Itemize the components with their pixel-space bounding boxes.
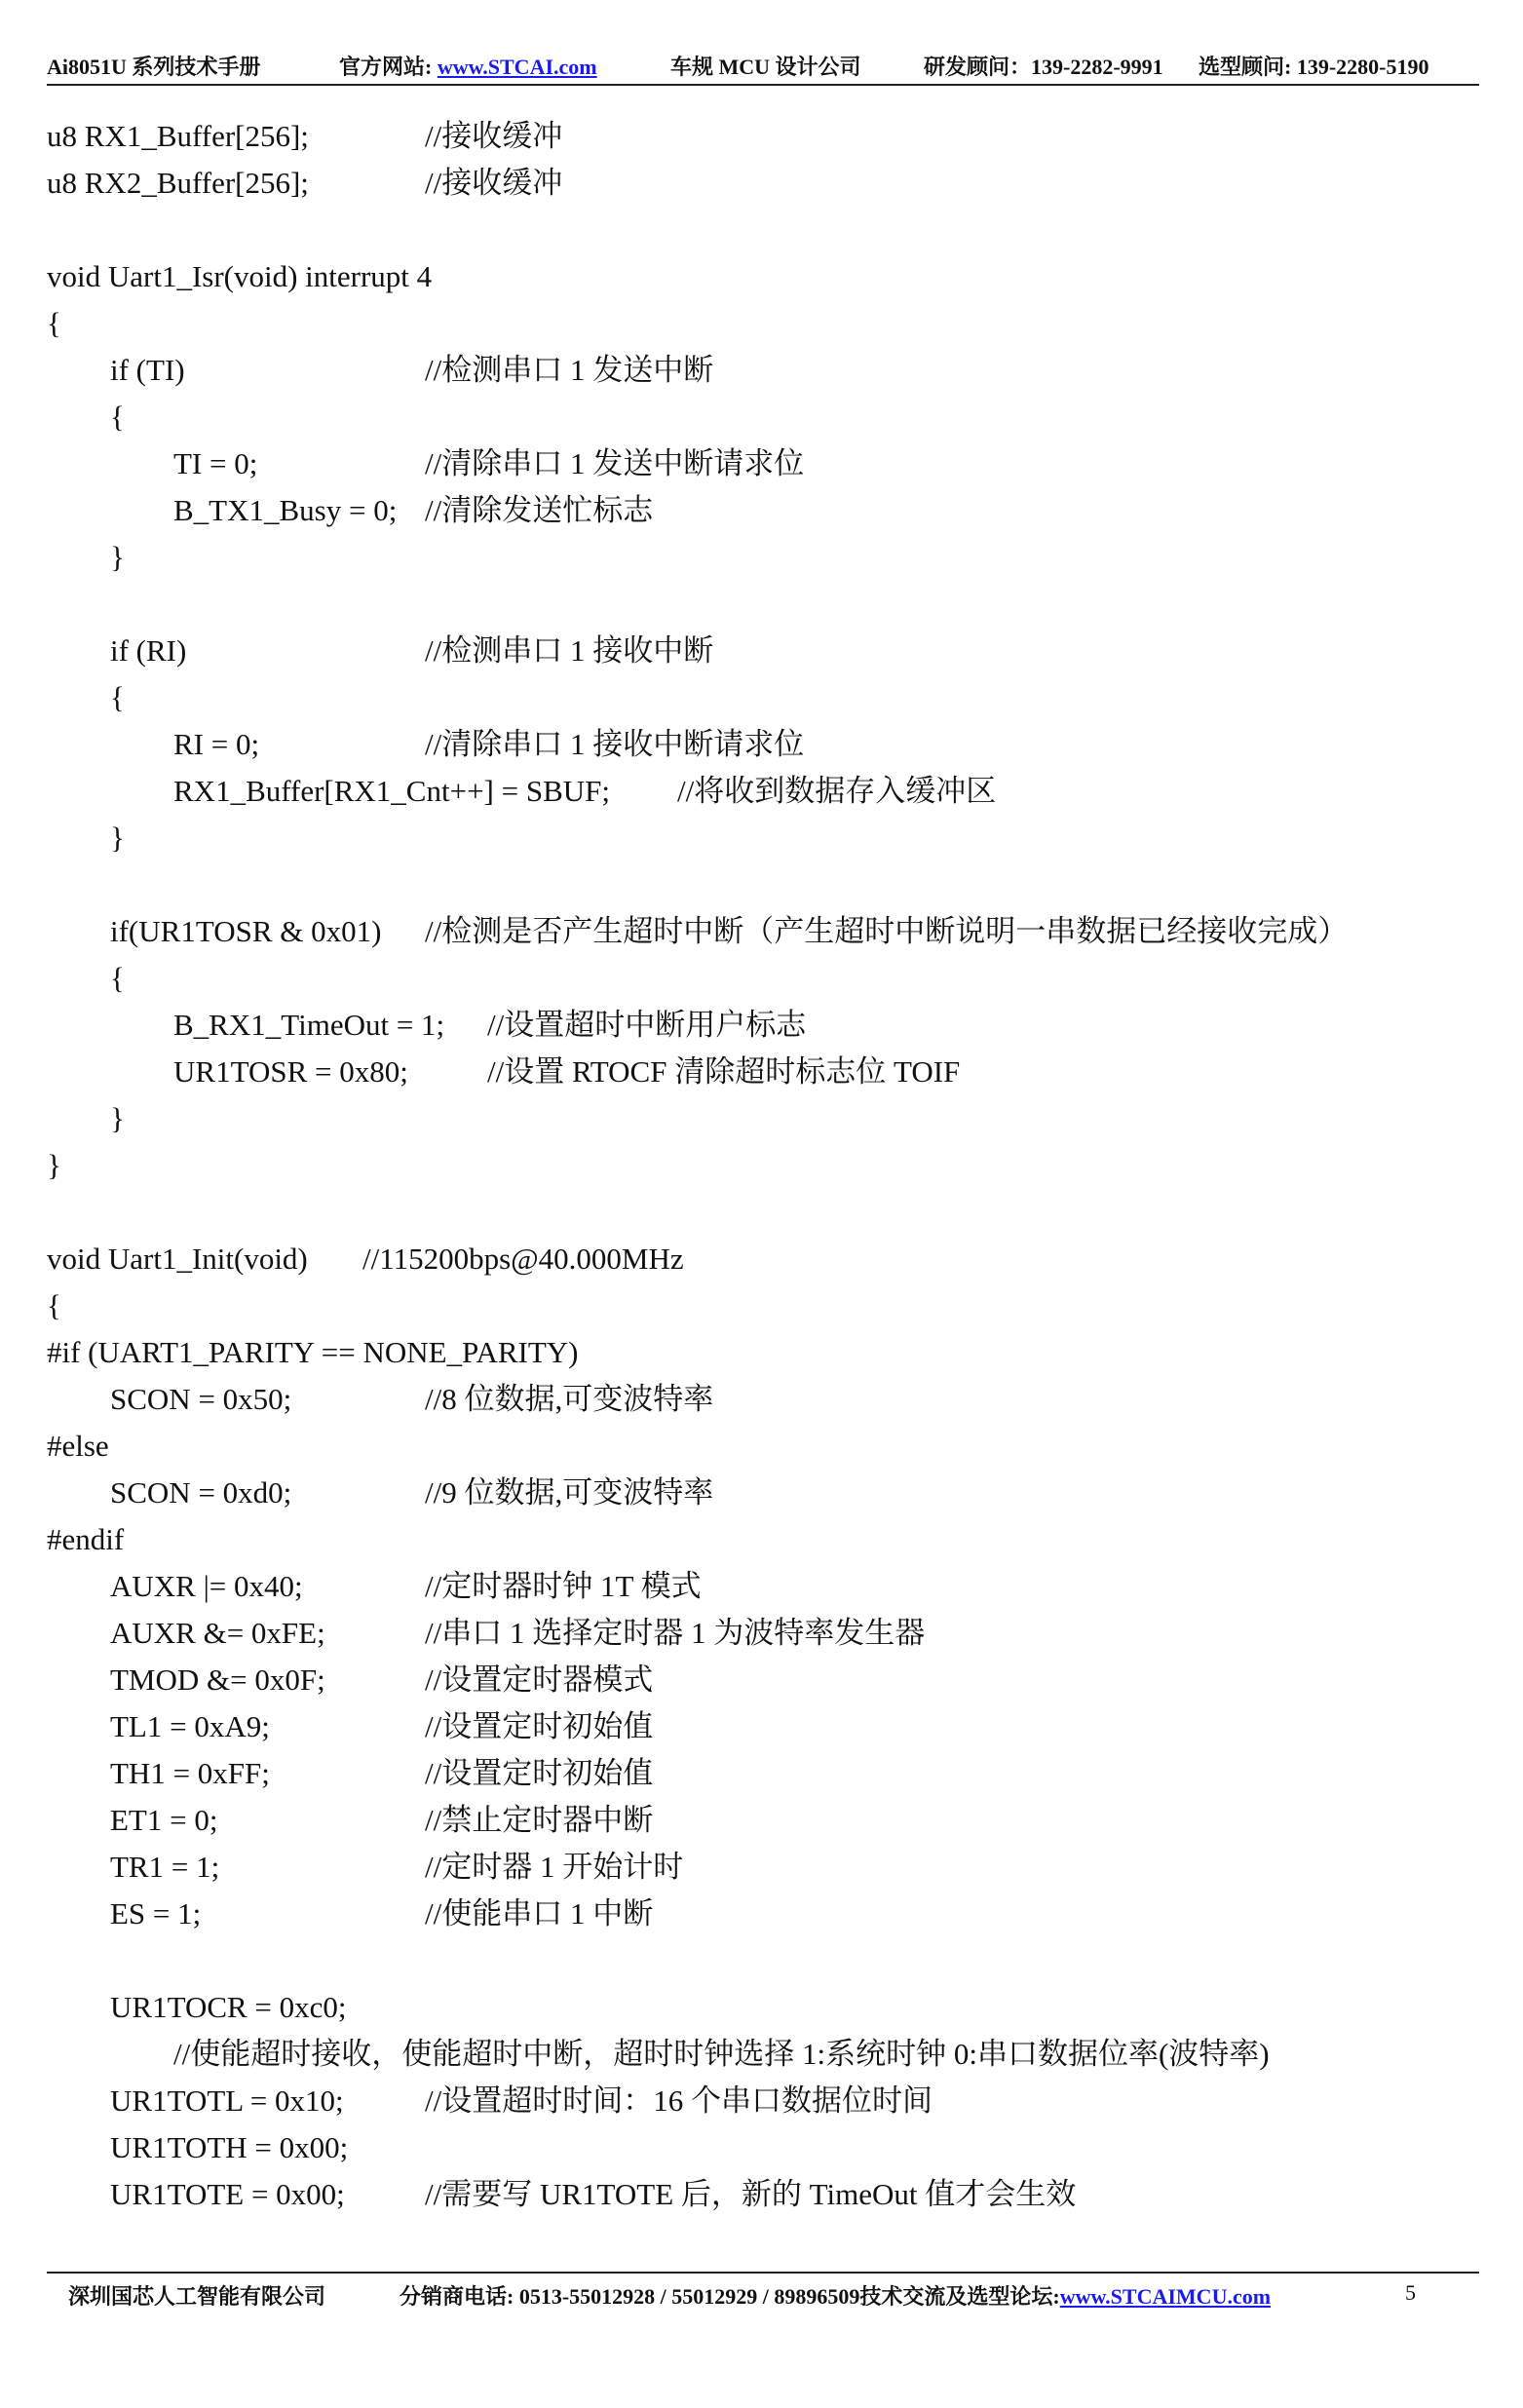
site-link[interactable]: www.STCAI.com — [437, 55, 597, 79]
code-text: u8 RX1_Buffer[256]; — [47, 119, 309, 153]
code-text: { — [47, 1288, 61, 1322]
code-text: { — [110, 961, 125, 995]
code-comment: //设置 RTOCF 清除超时标志位 TOIF — [487, 1054, 961, 1089]
code-comment: //定时器 1 开始计时 — [425, 1850, 684, 1884]
code-comment: //将收到数据存入缓冲区 — [677, 774, 997, 808]
site-label: 官方网站: — [339, 55, 438, 79]
code-text: } — [110, 540, 125, 574]
code-comment: //串口 1 选择定时器 1 为波特率发生器 — [425, 1616, 926, 1650]
footer-divider — [47, 2272, 1479, 2274]
code-text: if(UR1TOSR & 0x01) — [110, 914, 382, 948]
code-comment: //设置定时初始值 — [425, 1709, 654, 1743]
code-comment: //禁止定时器中断 — [425, 1803, 654, 1837]
code-text: AUXR |= 0x40; — [110, 1569, 303, 1603]
code-text: #else — [47, 1429, 109, 1463]
code-comment: //设置超时时间：16 个串口数据位时间 — [425, 2083, 933, 2118]
code-text: #endif — [47, 1522, 125, 1556]
doc-title: Ai8051U 系列技术手册 — [47, 55, 261, 79]
code-comment: //设置超时中断用户标志 — [487, 1008, 807, 1042]
code-comment: //8 位数据,可变波特率 — [425, 1382, 714, 1416]
code-text: TR1 = 1; — [110, 1850, 220, 1884]
footer-contact-wrap — [400, 2280, 1271, 2311]
code-comment: //需要写 UR1TOTE 后，新的 TimeOut 值才会生效 — [425, 2177, 1077, 2211]
code-comment: //检测串口 1 接收中断 — [425, 633, 714, 668]
code-comment: //接收缓冲 — [425, 119, 563, 153]
code-text: void Uart1_Init(void) — [47, 1242, 308, 1276]
code-text: SCON = 0xd0; — [110, 1475, 292, 1510]
code-text: void Uart1_Isr(void) interrupt 4 — [47, 259, 433, 293]
code-text: } — [110, 821, 125, 855]
code-comment: //清除串口 1 发送中断请求位 — [425, 446, 805, 480]
company-tagline: 车规 MCU 设计公司 — [670, 55, 861, 79]
rd-consultant: 研发顾问：139-2282-9991 — [924, 55, 1163, 79]
page-footer — [0, 2280, 1523, 2315]
code-text: SCON = 0x50; — [110, 1382, 292, 1416]
code-text: } — [47, 1148, 61, 1182]
page-number: 5 — [1405, 2280, 1416, 2305]
code-text: RX1_Buffer[RX1_Cnt++] = SBUF; — [173, 774, 611, 808]
code-text: TH1 = 0xFF; — [110, 1756, 270, 1790]
code-text: B_TX1_Busy = 0; — [173, 493, 398, 527]
code-comment: //使能超时接收，使能超时中断，超时时钟选择 1:系统时钟 0:串口数据位率(波特率) — [173, 2037, 1270, 2071]
code-text: UR1TOCR = 0xc0; — [110, 1990, 347, 2024]
code-comment: //检测是否产生超时中断（产生超时中断说明一串数据已经接收完成） — [425, 914, 1349, 948]
code-comment: //设置定时初始值 — [425, 1756, 654, 1790]
code-text: B_RX1_TimeOut = 1; — [173, 1008, 445, 1042]
site-label-wrap — [339, 51, 597, 81]
forum-link[interactable]: www.STCAIMCU.com — [1059, 2284, 1272, 2309]
code-text: #if (UART1_PARITY == NONE_PARITY) — [47, 1335, 579, 1369]
code-comment: //检测串口 1 发送中断 — [425, 353, 714, 387]
code-comment: //清除发送忙标志 — [425, 493, 654, 527]
code-comment: //使能串口 1 中断 — [425, 1896, 654, 1930]
code-text: UR1TOTH = 0x00; — [110, 2130, 349, 2164]
code-comment: //清除串口 1 接收中断请求位 — [425, 727, 805, 761]
code-text: { — [47, 306, 61, 340]
code-comment: //115200bps@40.000MHz — [362, 1242, 684, 1276]
code-text: UR1TOSR = 0x80; — [173, 1054, 408, 1089]
code-comment: //9 位数据,可变波特率 — [425, 1475, 714, 1510]
code-text: UR1TOTE = 0x00; — [110, 2177, 345, 2211]
header-divider — [47, 84, 1479, 86]
footer-distributor: 分销商电话: 0513-55012928 / 55012929 / 89896509技术交流及选型论坛: — [400, 2284, 1060, 2309]
code-text: ES = 1; — [110, 1896, 202, 1930]
code-text: { — [110, 680, 125, 714]
code-text: TL1 = 0xA9; — [110, 1709, 270, 1743]
page-header — [47, 51, 1481, 80]
code-text: RI = 0; — [173, 727, 260, 761]
code-text: UR1TOTL = 0x10; — [110, 2083, 344, 2118]
code-text: AUXR &= 0xFE; — [110, 1616, 325, 1650]
code-text: ET1 = 0; — [110, 1803, 218, 1837]
code-text: } — [110, 1101, 125, 1135]
code-comment: //接收缓冲 — [425, 166, 563, 200]
code-comment: //定时器时钟 1T 模式 — [425, 1569, 702, 1603]
code-text: if (TI) — [110, 353, 185, 387]
footer-company: 深圳国芯人工智能有限公司 — [68, 2284, 326, 2309]
code-text: TI = 0; — [173, 446, 258, 480]
code-text: u8 RX2_Buffer[256]; — [47, 166, 309, 200]
code-text: { — [110, 400, 125, 434]
code-comment: //设置定时器模式 — [425, 1663, 654, 1697]
code-text: TMOD &= 0x0F; — [110, 1663, 325, 1697]
code-text: if (RI) — [110, 633, 187, 668]
selection-consultant: 选型顾问: 139-2280-5190 — [1199, 55, 1429, 79]
